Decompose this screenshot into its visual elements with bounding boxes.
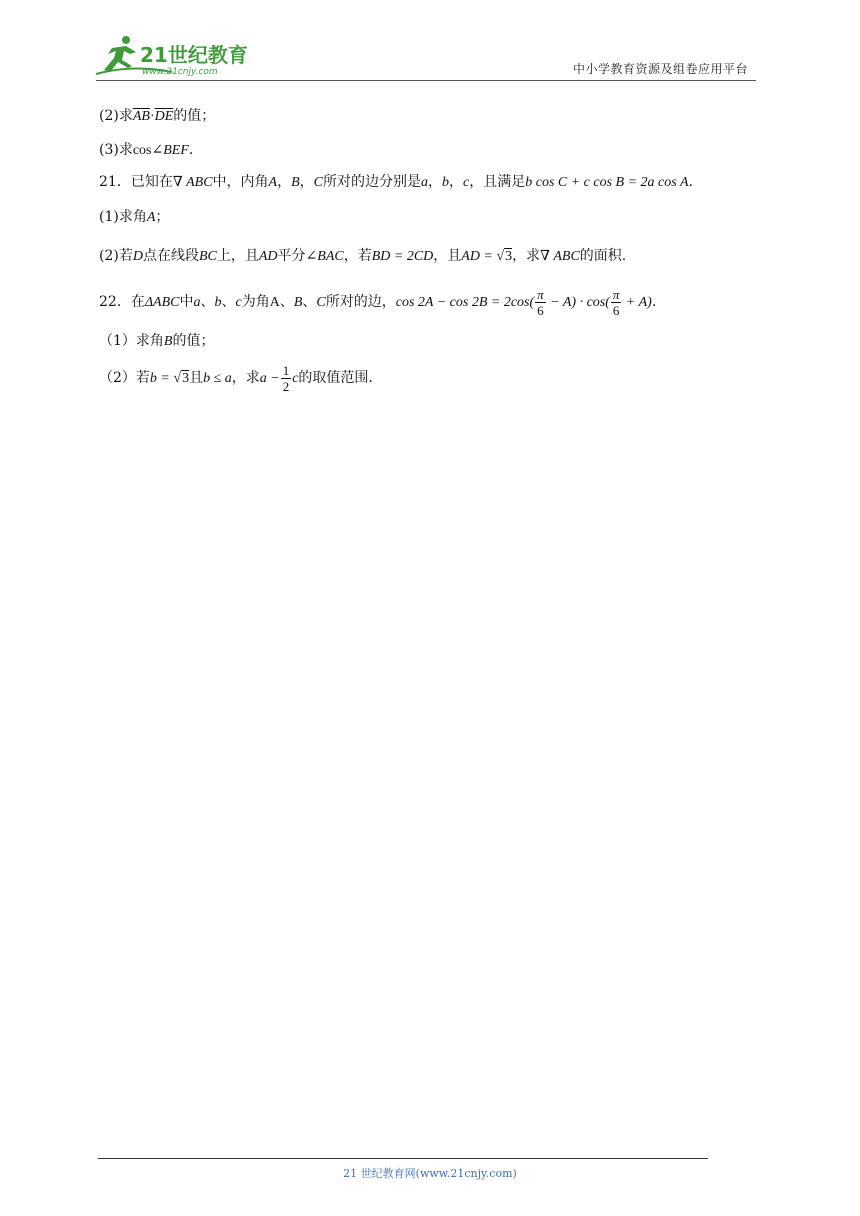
footer-divider xyxy=(98,1158,708,1159)
q22-part1: （1）求角B的值； xyxy=(99,333,215,349)
runner-logo-icon xyxy=(92,34,262,78)
site-logo xyxy=(92,34,262,78)
q20-part3: (3)求cos∠BEF. xyxy=(99,142,194,158)
header-divider xyxy=(96,80,756,81)
logo-url: www.21cnjy.com xyxy=(142,67,218,77)
q21-part1: (1)求角A； xyxy=(99,209,170,225)
q21-part2: (2)若D点在线段BC上，且AD平分∠BAC，若BD = 2CD，且AD = √3，求∇ ABC的面积. xyxy=(99,248,627,264)
q20-part2: (2)求$\overline{AB}\cdot\overline{DE}$的值； xyxy=(99,108,216,124)
site-tagline: 中小学教育资源及组卷应用平台 xyxy=(573,62,749,76)
q21-stem: 21．已知在∇ ABC中，内角A，B，C所对的边分别是a，b，c，且满足b cos C + c cos B = 2a cos A. xyxy=(99,174,693,190)
q22-stem: 22．在ΔABC中a、b、c为角A、B、C所对的边，cos 2A − cos 2B = 2cos( $\frac{\pi}{6}$ − A) · cos( $\frac{\pi}{6}$ + A). xyxy=(99,286,657,318)
logo-text: 21世纪教育 xyxy=(140,43,248,67)
footer-link[interactable]: 21 世纪教育网(www.21cnjy.com) xyxy=(343,1167,517,1180)
q22-part2: （2）若b = √3且b ≤ a，求a − $\frac{1}{2}$ c的取值范围. xyxy=(99,362,373,394)
